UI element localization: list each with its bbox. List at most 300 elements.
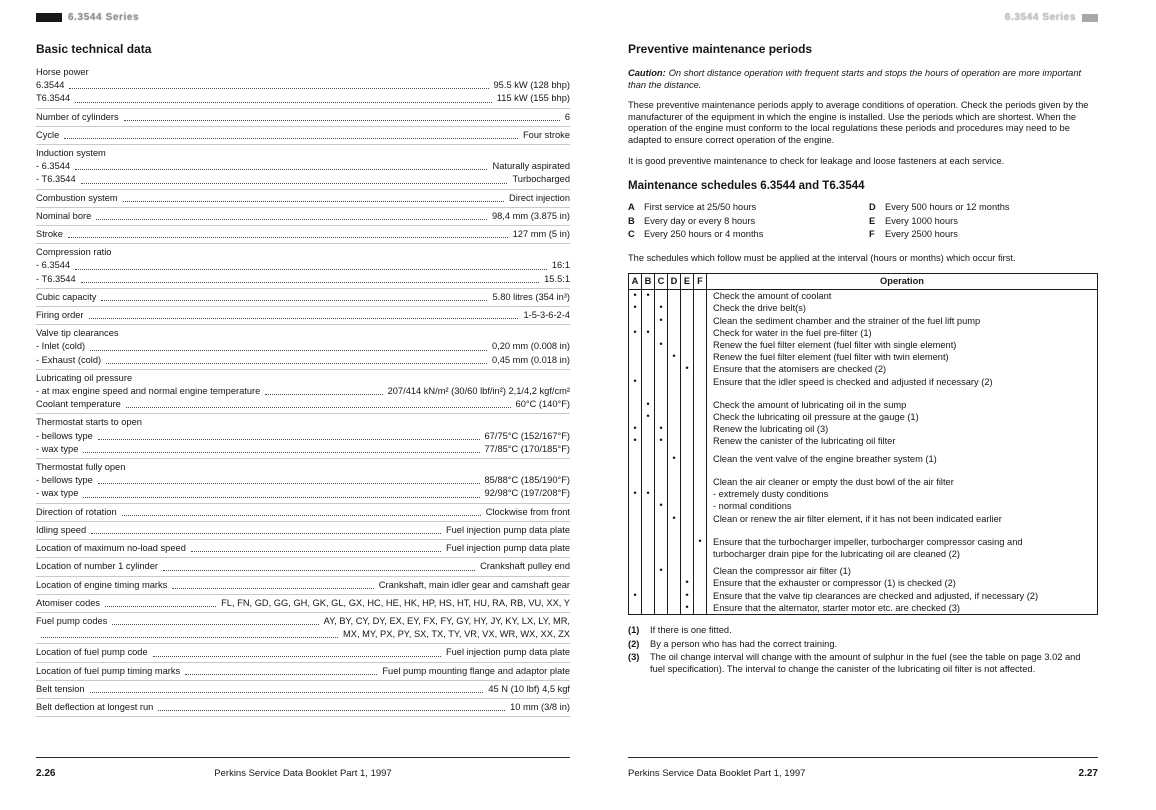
- schedule-mark-cell-c: [655, 536, 668, 560]
- spec-value: Fuel injection pump data plate: [445, 647, 570, 658]
- schedule-mark-cell-d: •: [668, 351, 681, 363]
- spec-row: [36, 487, 570, 500]
- footnote-key: (1): [628, 624, 640, 635]
- schedule-mark-cell-e: [681, 290, 694, 303]
- schedule-mark-cell-c: •: [655, 315, 668, 327]
- schedule-mark-cell-a: •: [629, 327, 642, 339]
- schedule-spacer-row: [629, 525, 1098, 536]
- schedule-mark-cell-a: •: [629, 302, 642, 314]
- schedule-mark-cell-d: [668, 577, 681, 589]
- dot-leader: [41, 637, 338, 638]
- schedule-mark-cell-b: [642, 525, 655, 536]
- footnote: [628, 625, 1098, 637]
- schedule-mark-cell-a: [629, 411, 642, 423]
- legend-key: F: [869, 229, 875, 240]
- table-header-row: [629, 274, 1098, 290]
- schedule-row: [629, 376, 1098, 388]
- schedule-mark-cell-e: [681, 315, 694, 327]
- schedule-mark-cell-c: [655, 363, 668, 375]
- schedule-mark-cell-e: [681, 500, 694, 512]
- schedule-row: [629, 290, 1098, 303]
- spec-value: 77/85°C (170/185°F): [484, 443, 570, 454]
- operation-text: Ensure that the atomisers are checked (2): [713, 364, 887, 375]
- spec-row: [36, 160, 570, 173]
- schedule-row: [629, 302, 1098, 314]
- operation-cell: [707, 565, 1098, 577]
- series-header-left: 6.3544 Series: [68, 12, 140, 23]
- spec-row: [36, 615, 570, 628]
- dot-leader: [75, 269, 547, 270]
- legend-item: [869, 215, 1098, 229]
- operation-text: Clean the vent valve of the engine breather system (1): [713, 453, 937, 464]
- legend-column-left: [628, 201, 857, 242]
- schedule-mark-cell-f: [694, 513, 707, 525]
- schedule-mark-cell-f: [694, 339, 707, 351]
- schedule-mark-cell-e: [681, 435, 694, 447]
- maintenance-table: [628, 273, 1098, 615]
- dot-leader: [101, 300, 487, 301]
- schedule-mark-cell-a: [629, 315, 642, 327]
- legend-text: First service at 25/50 hours: [644, 202, 757, 213]
- operation-cell: [707, 399, 1098, 411]
- operation-text: Ensure that the valve tip clearances are checked and adjusted, if necessary (2): [713, 590, 1039, 601]
- operation-text: Renew the fuel filter element (fuel filter with twin element): [713, 352, 949, 363]
- schedule-mark-cell-a: [629, 388, 642, 399]
- schedule-mark-cell-b: •: [642, 399, 655, 411]
- schedule-mark-cell-d: [668, 327, 681, 339]
- spec-value: 0,20 mm (0.008 in): [491, 341, 570, 352]
- operation-text: Check the lubricating oil pressure at the gauge (1): [713, 412, 919, 423]
- legend-column-right: [869, 201, 1098, 242]
- schedule-mark-cell-a: •: [629, 376, 642, 388]
- page-title-left: Basic technical data: [36, 42, 152, 56]
- schedule-mark-cell-b: [642, 376, 655, 388]
- schedule-mark-cell-a: •: [629, 423, 642, 435]
- spec-row: [36, 430, 570, 443]
- schedule-row: [629, 602, 1098, 615]
- maintenance-intro-paragraph: These preventive maintenance periods apply to average conditions of operation. Check the periods given by the manufacturer of the equipment in which the engine is installed. Use the periods which are shortest. When the operation of the engine must conform to the local regulations these periods and procedures may need to be adapted to ensure correct operation of the engine.: [628, 100, 1089, 145]
- spec-group: [36, 289, 570, 307]
- operation-cell: [707, 423, 1098, 435]
- footnote-text: By a person who has had the correct training.: [650, 638, 838, 649]
- schedule-mark-cell-c: •: [655, 565, 668, 577]
- operation-cell: [707, 363, 1098, 375]
- spec-value: 85/88°C (185/190°F): [484, 475, 570, 486]
- schedules-heading: Maintenance schedules 6.3544 and T6.3544: [628, 180, 865, 193]
- spec-value: Fuel pump mounting flange and adaptor plate: [382, 665, 570, 676]
- operation-cell: [707, 327, 1098, 339]
- legend-item: [628, 228, 857, 242]
- schedule-mark-cell-e: [681, 302, 694, 314]
- schedule-mark-cell-a: [629, 513, 642, 525]
- schedule-mark-cell-e: [681, 453, 694, 465]
- schedule-mark-cell-c: [655, 327, 668, 339]
- dot-leader: [158, 710, 505, 711]
- schedule-mark-cell-c: [655, 513, 668, 525]
- schedule-row: [629, 435, 1098, 447]
- operation-cell: [707, 453, 1098, 465]
- maintenance-table-body: [629, 290, 1098, 615]
- spec-value: 67/75°C (152/167°F): [484, 430, 570, 441]
- spec-row: [36, 210, 570, 223]
- spec-value: Four stroke: [522, 129, 570, 140]
- legend-item: [869, 228, 1098, 242]
- page-number: 2.27: [1078, 768, 1098, 779]
- spec-label: - Inlet (cold): [36, 341, 86, 352]
- spec-group: [36, 595, 570, 613]
- schedule-mark-cell-a: [629, 525, 642, 536]
- spec-label: - bellows type: [36, 475, 93, 486]
- spec-value: Turbocharged: [512, 174, 570, 185]
- spec-row: [36, 443, 570, 456]
- schedule-mark-cell-b: [642, 500, 655, 512]
- spec-label: Atomiser codes: [36, 597, 101, 608]
- spec-group: [36, 681, 570, 699]
- legend-text: Every 500 hours or 12 months: [885, 202, 1010, 213]
- footnote-text: The oil change interval will change with the amount of sulphur in the fuel (see the table on page 3.02 and fuel specification). The interval to change the canister of the lubricating oil filter is not affected.: [650, 652, 1081, 674]
- spec-group: [36, 540, 570, 558]
- spec-row: [36, 273, 570, 286]
- spec-row: [36, 192, 570, 205]
- spec-row: [36, 665, 570, 678]
- spec-section-label: Lubricating oil pressure: [36, 372, 133, 383]
- spec-label: - 6.3544: [36, 260, 71, 271]
- dot-leader: [122, 515, 481, 516]
- spec-label: Cycle: [36, 129, 60, 140]
- operation-cell: [707, 476, 1098, 488]
- schedule-mark-cell-f: [694, 476, 707, 488]
- spec-label: Belt tension: [36, 683, 85, 694]
- dot-leader: [69, 88, 488, 89]
- operation-text: Ensure that the alternator, starter motor etc. are checked (3): [713, 602, 961, 613]
- dot-leader: [91, 533, 441, 534]
- brand-mark-icon: [1082, 14, 1098, 22]
- caution-label: Caution:: [628, 68, 666, 78]
- page-right: [628, 0, 1098, 810]
- schedule-mark-cell-d: [668, 302, 681, 314]
- spec-row: [36, 354, 570, 367]
- column-header-d: D: [668, 274, 681, 290]
- spec-label: Cubic capacity: [36, 291, 97, 302]
- operation-cell: [707, 525, 1098, 536]
- spec-group: [36, 145, 570, 190]
- operation-cell: [707, 590, 1098, 602]
- spec-section-label: Induction system: [36, 148, 106, 159]
- schedule-mark-cell-f: [694, 525, 707, 536]
- schedule-mark-cell-f: [694, 435, 707, 447]
- spec-label: Idling speed: [36, 524, 87, 535]
- schedule-mark-cell-d: [668, 565, 681, 577]
- dot-leader: [83, 497, 479, 498]
- schedule-mark-cell-e: [681, 388, 694, 399]
- spec-label: Location of number 1 cylinder: [36, 561, 158, 572]
- schedule-mark-cell-b: [642, 602, 655, 615]
- dot-leader: [124, 120, 560, 121]
- page-number: 2.26: [36, 768, 56, 779]
- spec-group: [36, 459, 570, 504]
- interval-note: The schedules which follow must be applied at the interval (hours or months) which occur first.: [628, 252, 1016, 263]
- legend-text: Every 1000 hours: [885, 215, 958, 226]
- schedule-mark-cell-e: [681, 513, 694, 525]
- operation-cell: [707, 536, 1098, 560]
- schedule-mark-cell-b: [642, 453, 655, 465]
- maintenance-table-head: [629, 274, 1098, 290]
- spec-row: [36, 340, 570, 353]
- legend-item: [628, 201, 857, 215]
- schedule-mark-cell-b: [642, 363, 655, 375]
- operation-text: Clean the compressor air filter (1): [713, 566, 851, 577]
- schedule-mark-cell-e: •: [681, 577, 694, 589]
- schedule-mark-cell-d: [668, 388, 681, 399]
- legend-key: E: [869, 215, 876, 226]
- schedule-mark-cell-c: [655, 376, 668, 388]
- dot-leader: [185, 674, 377, 675]
- schedule-mark-cell-f: [694, 388, 707, 399]
- dot-leader: [106, 363, 487, 364]
- schedule-mark-cell-c: •: [655, 435, 668, 447]
- column-header-b: B: [642, 274, 655, 290]
- schedule-mark-cell-f: [694, 376, 707, 388]
- spec-value: 1-5-3-6-2-4: [523, 310, 570, 321]
- operation-cell: [707, 500, 1098, 512]
- footer-booklet-title: Perkins Service Data Booklet Part 1, 1997: [628, 768, 806, 779]
- spec-group: [36, 244, 570, 289]
- schedule-mark-cell-c: [655, 290, 668, 303]
- schedule-mark-cell-f: [694, 351, 707, 363]
- operation-text: turbocharger drain pipe for the lubricating oil are cleaned (2): [713, 548, 961, 559]
- scan-header-left: [36, 12, 570, 23]
- legend-key: D: [869, 202, 876, 213]
- schedule-mark-cell-f: [694, 315, 707, 327]
- dot-leader: [96, 219, 487, 220]
- spec-section-label: Thermostat fully open: [36, 462, 126, 473]
- operation-cell: [707, 302, 1098, 314]
- schedule-mark-cell-b: [642, 476, 655, 488]
- dot-leader: [105, 606, 216, 607]
- column-header-c: C: [655, 274, 668, 290]
- page-footer-right: [628, 757, 1098, 779]
- schedule-mark-cell-f: [694, 590, 707, 602]
- spec-label: - Exhaust (cold): [36, 354, 102, 365]
- dot-leader: [153, 656, 441, 657]
- spec-label: Firing order: [36, 310, 84, 321]
- legend-text: Every 250 hours or 4 months: [644, 229, 764, 240]
- schedule-row: [629, 423, 1098, 435]
- dot-leader: [98, 483, 480, 484]
- technical-data-list: [36, 64, 570, 717]
- dot-leader: [126, 407, 511, 408]
- schedule-mark-cell-c: [655, 351, 668, 363]
- operation-text: Ensure that the idler speed is checked and adjusted if necessary (2): [713, 376, 993, 387]
- legend-text: Every 2500 hours: [885, 229, 958, 240]
- schedule-row: [629, 351, 1098, 363]
- schedule-row: [629, 363, 1098, 375]
- schedule-mark-cell-b: •: [642, 327, 655, 339]
- operation-cell: [707, 602, 1098, 615]
- spec-row: [36, 701, 570, 714]
- spec-section-label: Valve tip clearances: [36, 328, 119, 339]
- schedule-mark-cell-f: [694, 577, 707, 589]
- schedule-mark-cell-d: [668, 411, 681, 423]
- schedule-mark-cell-a: [629, 399, 642, 411]
- spec-row: [36, 628, 570, 641]
- schedule-mark-cell-c: [655, 411, 668, 423]
- column-header-f: F: [694, 274, 707, 290]
- dot-leader: [83, 452, 479, 453]
- spec-group: [36, 109, 570, 127]
- schedule-mark-cell-f: [694, 453, 707, 465]
- legend-key: C: [628, 229, 635, 240]
- schedule-mark-cell-f: [694, 363, 707, 375]
- operation-cell: [707, 339, 1098, 351]
- schedule-mark-cell-b: [642, 339, 655, 351]
- legend-item: [628, 215, 857, 229]
- operation-cell: [707, 411, 1098, 423]
- footnote-text: If there is one fitted.: [650, 624, 732, 635]
- schedule-mark-cell-a: •: [629, 488, 642, 500]
- schedule-row: [629, 411, 1098, 423]
- operation-text: - normal conditions: [713, 501, 792, 512]
- spec-label: Location of engine timing marks: [36, 579, 168, 590]
- spec-group: [36, 190, 570, 208]
- spec-group: [36, 577, 570, 595]
- scan-header-right: [628, 12, 1098, 23]
- schedule-mark-cell-e: [681, 339, 694, 351]
- spec-value: 45 N (10 lbf) 4,5 kgf: [488, 683, 570, 694]
- operation-cell: [707, 435, 1098, 447]
- operation-cell: [707, 315, 1098, 327]
- schedule-mark-cell-e: [681, 536, 694, 560]
- spec-section-label: Horse power: [36, 67, 89, 77]
- schedule-mark-cell-e: [681, 399, 694, 411]
- schedule-mark-cell-d: [668, 435, 681, 447]
- schedule-row: [629, 399, 1098, 411]
- spec-value: 60°C (140°F): [515, 399, 570, 410]
- spec-value: Clockwise from front: [485, 506, 570, 517]
- schedule-row: [629, 513, 1098, 525]
- schedule-mark-cell-d: [668, 476, 681, 488]
- column-header-a: A: [629, 274, 642, 290]
- schedule-mark-cell-c: [655, 476, 668, 488]
- schedule-mark-cell-e: •: [681, 602, 694, 615]
- dot-leader: [98, 439, 480, 440]
- operation-cell: [707, 465, 1098, 476]
- schedule-mark-cell-a: •: [629, 290, 642, 303]
- spec-section-label: Thermostat starts to open: [36, 417, 142, 428]
- operation-text: Clean the air cleaner or empty the dust bowl of the air filter: [713, 476, 954, 487]
- spec-row: [36, 228, 570, 241]
- spec-row: [36, 683, 570, 696]
- schedule-mark-cell-f: [694, 488, 707, 500]
- spec-label: Location of fuel pump timing marks: [36, 665, 181, 676]
- operation-text: - extremely dusty conditions: [713, 489, 829, 500]
- operation-cell: [707, 290, 1098, 303]
- spec-label: - at max engine speed and normal engine temperature: [36, 386, 261, 397]
- schedule-mark-cell-c: [655, 577, 668, 589]
- schedule-mark-cell-e: [681, 351, 694, 363]
- dot-leader: [68, 237, 508, 238]
- schedule-mark-cell-a: [629, 602, 642, 615]
- spec-group: [36, 127, 570, 145]
- schedule-mark-cell-d: [668, 339, 681, 351]
- footnote-key: (3): [628, 652, 640, 663]
- column-header-operation: Operation: [707, 274, 1098, 290]
- legend-key: B: [628, 215, 635, 226]
- schedule-row: [629, 536, 1098, 560]
- spec-value: 92/98°C (197/208°F): [484, 488, 570, 499]
- schedule-mark-cell-a: [629, 351, 642, 363]
- schedule-mark-cell-d: [668, 423, 681, 435]
- schedule-mark-cell-c: •: [655, 339, 668, 351]
- schedule-mark-cell-a: [629, 577, 642, 589]
- schedule-mark-cell-e: [681, 525, 694, 536]
- spec-row: [36, 259, 570, 272]
- spec-label: Nominal bore: [36, 210, 92, 221]
- schedule-mark-cell-b: [642, 351, 655, 363]
- spec-row: [36, 111, 570, 124]
- operation-text: Clean the sediment chamber and the strainer of the fuel lift pump: [713, 315, 981, 326]
- schedule-mark-cell-d: [668, 602, 681, 615]
- operation-text: Clean or renew the air filter element, if it has not been indicated earlier: [713, 513, 1002, 524]
- footnote-key: (2): [628, 638, 640, 649]
- caution-text: On short distance operation with frequent starts and stops the hours of operation are more important than the distance.: [628, 68, 1082, 90]
- operation-text: Check for water in the fuel pre-filter (1): [713, 327, 872, 338]
- spec-group: [36, 522, 570, 540]
- schedule-mark-cell-c: [655, 488, 668, 500]
- operation-cell: [707, 376, 1098, 388]
- schedule-mark-cell-a: [629, 465, 642, 476]
- spec-row: [36, 579, 570, 592]
- spec-value: Direct injection: [509, 192, 570, 203]
- schedule-mark-cell-c: [655, 399, 668, 411]
- footnote: [628, 639, 1098, 651]
- schedule-mark-cell-d: [668, 465, 681, 476]
- schedule-mark-cell-a: [629, 339, 642, 351]
- schedule-mark-cell-d: •: [668, 453, 681, 465]
- spec-value: 15.5:1: [544, 273, 570, 284]
- spec-row: [36, 560, 570, 573]
- spec-value: 6: [564, 111, 570, 122]
- spec-value: 95.5 kW (128 bhp): [493, 80, 570, 91]
- schedule-mark-cell-d: [668, 315, 681, 327]
- schedule-mark-cell-d: [668, 500, 681, 512]
- schedule-mark-cell-d: [668, 488, 681, 500]
- caution-paragraph: [628, 68, 1098, 91]
- dot-leader: [172, 588, 374, 589]
- page-left: [36, 0, 570, 810]
- operation-cell: [707, 488, 1098, 500]
- schedule-mark-cell-d: [668, 376, 681, 388]
- page-title-right: Preventive maintenance periods: [628, 42, 813, 56]
- spec-group: [36, 307, 570, 325]
- spec-value: Crankshaft, main idler gear and camshaft gear: [378, 579, 570, 590]
- schedule-mark-cell-c: [655, 602, 668, 615]
- spec-value: MX, MY, PX, PY, SX, TX, TY, VR, VX, WR, WX, XX, ZX: [343, 629, 570, 640]
- spec-value: 115 kW (155 bhp): [496, 93, 570, 104]
- schedule-mark-cell-b: [642, 435, 655, 447]
- schedule-mark-cell-e: [681, 565, 694, 577]
- spec-label: - bellows type: [36, 430, 93, 441]
- schedule-mark-cell-e: [681, 465, 694, 476]
- schedule-mark-cell-c: [655, 453, 668, 465]
- dot-leader: [90, 692, 484, 693]
- spec-group: [36, 504, 570, 522]
- dot-leader: [75, 102, 492, 103]
- spec-row: [36, 597, 570, 610]
- schedule-mark-cell-d: [668, 399, 681, 411]
- schedule-mark-cell-f: [694, 302, 707, 314]
- schedule-row: [629, 577, 1098, 589]
